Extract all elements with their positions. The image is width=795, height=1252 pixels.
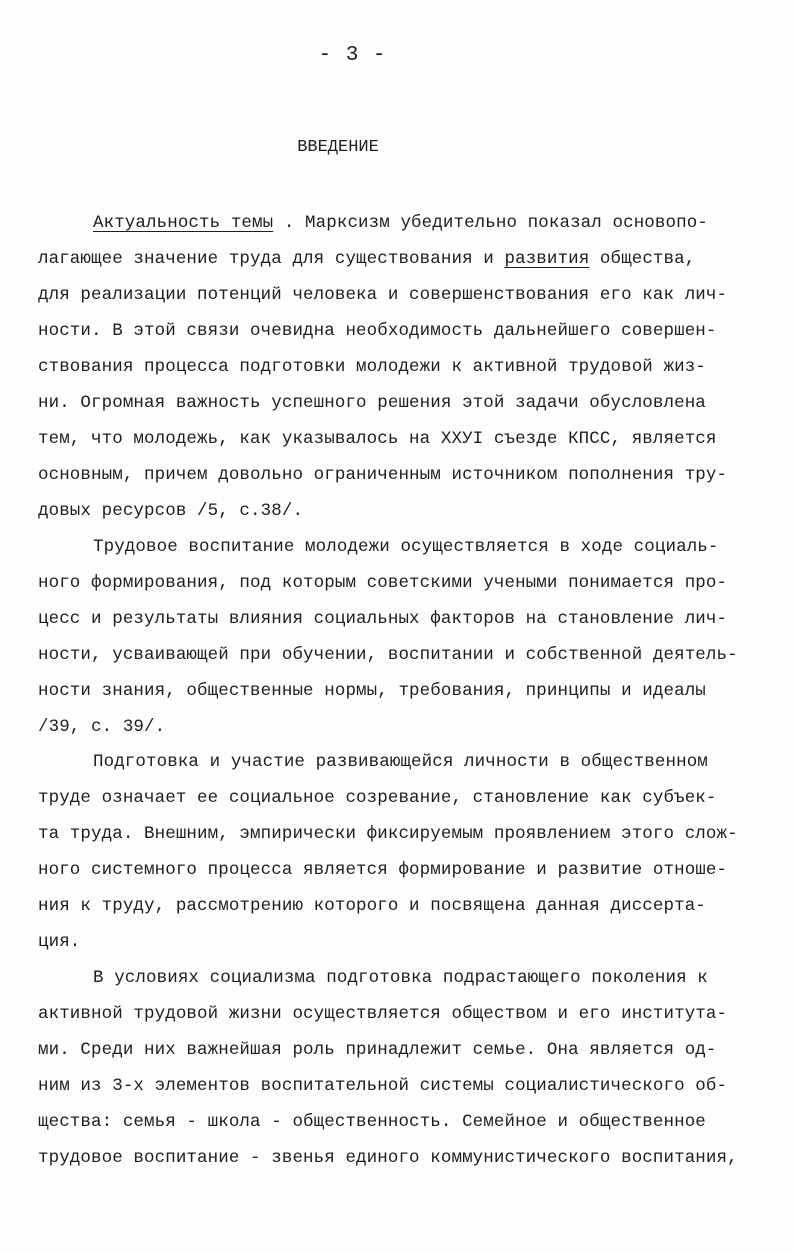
text-line: ствования процесса подготовки молодежи к активной трудовой жиз- (38, 357, 706, 377)
text-line: ности знания, общественные нормы, требования, принципы и идеалы (38, 681, 706, 701)
text-line: довых ресурсов /5, с.38/. (38, 501, 304, 521)
underlined-word: развития (504, 249, 590, 269)
text-line: ми. Среди них важнейшая роль принадлежит семье. Она является од- (38, 1040, 717, 1060)
text-line: тем, что молодежь, как указывалось на ХХУI съезде КПСС, является (38, 429, 717, 449)
text-line: Актуальность темы . Марксизм убедительно показал основопо- (93, 213, 708, 233)
text-line: трудовое воспитание - звенья единого коммунистического воспитания, (38, 1148, 738, 1168)
text-line: щества: семья - школа - общественность. Семейное и общественное (38, 1112, 706, 1132)
text-line: ни. Огромная важность успешного решения этой задачи обусловлена (38, 393, 706, 413)
section-heading: ВВЕДЕНИЕ (297, 138, 379, 157)
text-line: ного системного процесса является формирование и развитие отноше- (38, 860, 728, 880)
text-line: ция. (38, 932, 81, 952)
text-line: цесс и результаты влияния социальных факторов на становление лич- (38, 609, 728, 629)
text-line: Подготовка и участие развивающейся личности в общественном (93, 752, 708, 772)
text-line: труде означает ее социальное созревание, становление как субъек- (38, 788, 717, 808)
text-line: основным, причем довольно ограниченным источником пополнения тру- (38, 465, 728, 485)
text-line: та труда. Внешним, эмпирически фиксируемым проявлением этого слож- (38, 824, 738, 844)
text-line: ния к труду, рассмотрению которого и посвящена данная диссерта- (38, 896, 706, 916)
text-line: ности. В этой связи очевидна необходимость дальнейшего совершен- (38, 321, 717, 341)
page-number: - 3 - (318, 44, 387, 67)
text-line: В условиях социализма подготовка подрастающего поколения к (93, 968, 708, 988)
text-line: ности, усваивающей при обучении, воспитании и собственной деятель- (38, 645, 738, 665)
text-line: ним из 3-х элементов воспитательной системы социалистического об- (38, 1076, 728, 1096)
text-line: Трудовое воспитание молодежи осуществляется в ходе социаль- (93, 537, 719, 557)
text-line: активной трудовой жизни осуществляется обществом и его института- (38, 1004, 728, 1024)
text-line: ного формирования, под которым советскими учеными понимается про- (38, 573, 728, 593)
text-line: лагающее значение труда для существования и развития общества, (38, 249, 696, 269)
underlined-term: Актуальность темы (93, 213, 274, 233)
text-line: /39, с. 39/. (38, 717, 166, 737)
text-line: для реализации потенций человека и совершенствования его как лич- (38, 285, 728, 305)
